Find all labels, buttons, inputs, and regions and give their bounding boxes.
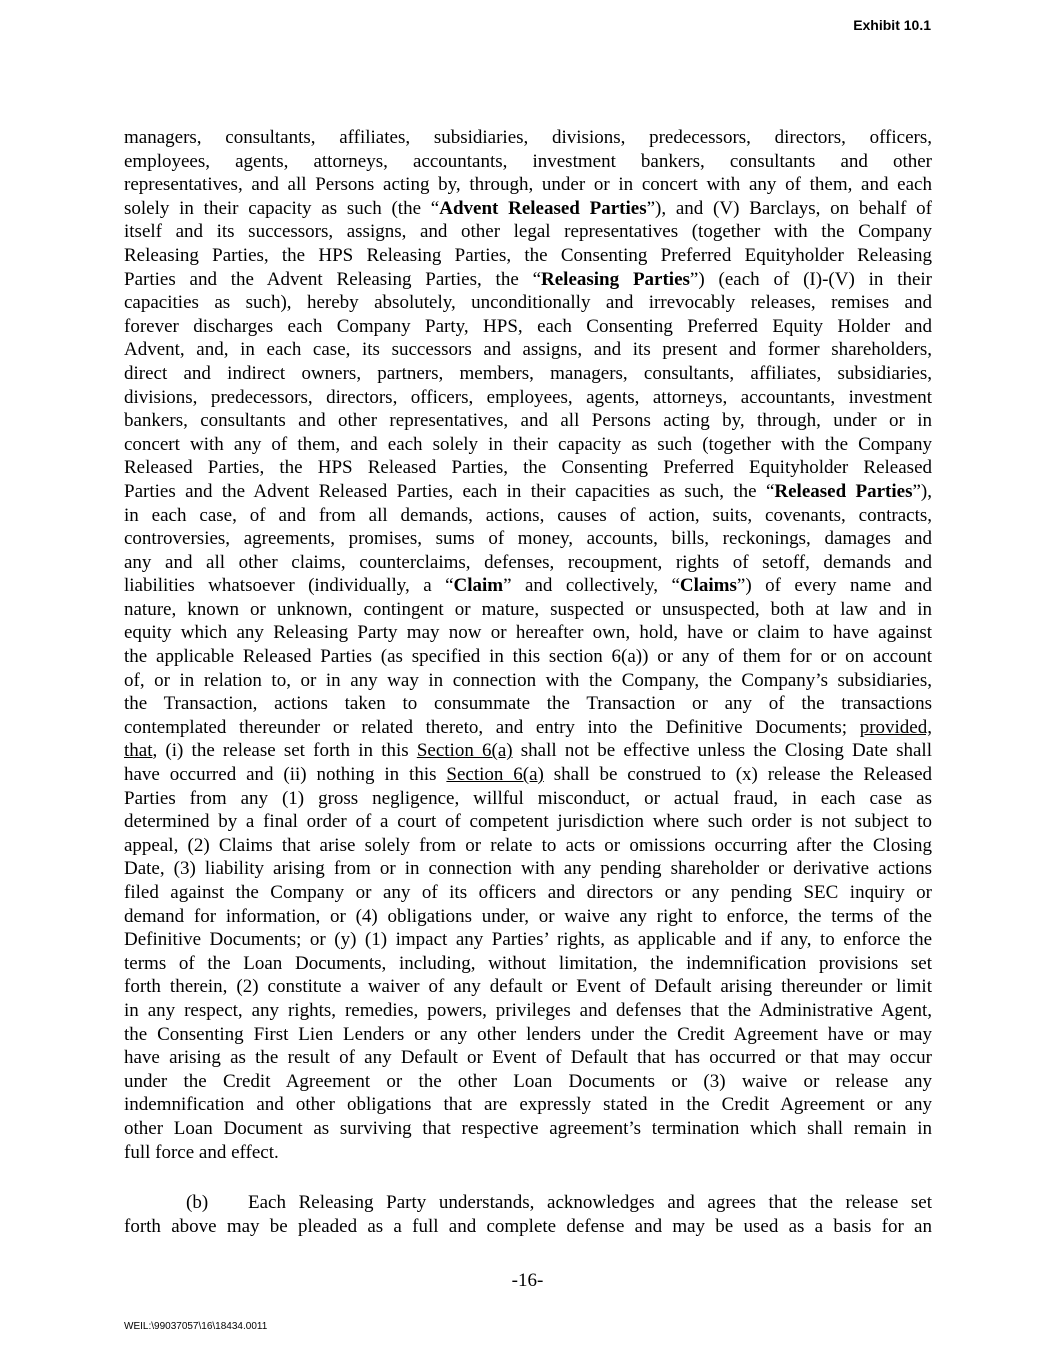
page-number: -16-: [511, 1270, 544, 1291]
body-text: any and all other claims, counterclaims, defenses, recoupment, rights of setoff, demands and: [124, 551, 932, 573]
body-text: shall not be effective unless the Closing Date shall: [512, 740, 932, 762]
body-text: concert with any of them, and each solely in their capacity as such (together with the Company: [124, 433, 932, 455]
body-text: bankers, consultants and other representatives, and all Persons acting by, through, under or in: [124, 410, 932, 432]
body-text: , (i) the release set forth in this: [152, 740, 417, 762]
defined-term: Claim: [453, 575, 504, 597]
body-line: [124, 504, 932, 528]
body-line: [124, 1117, 932, 1141]
body-line: [124, 386, 932, 410]
section-6b-line: forth above may be pleaded as a full and complete defense and may be used as a basis for an: [124, 1215, 932, 1237]
body-line: [124, 150, 932, 174]
body-text: representatives, and all Persons acting by, through, under or in concert with any of them, and each: [124, 174, 932, 196]
body-line: [124, 598, 932, 622]
body-text: ”), and (V) Barclays, on behalf of: [646, 197, 932, 219]
body-text: of, or in relation to, or in any way in connection with the Company, the Company’s subsidiaries,: [124, 669, 932, 691]
body-text: shall be construed to (x) release the Released: [543, 764, 933, 786]
exhibit-label: Exhibit 10.1: [853, 17, 931, 33]
body-text: nature, known or unknown, contingent or mature, suspected or unsuspected, both at law and in: [124, 598, 932, 620]
underlined-text: Section 6(a): [416, 740, 513, 762]
body-line: [124, 291, 932, 315]
body-line: [124, 739, 932, 763]
body-text: terms of the Loan Documents, including, without limitation, the indemnification provisions set: [124, 952, 932, 974]
body-line: [124, 1023, 932, 1047]
body-line: [124, 268, 932, 292]
body-text: in any respect, any rights, remedies, powers, privileges and defenses that the Administrative Agent,: [124, 999, 932, 1021]
body-text: forth therein, (2) constitute a waiver of any default or Event of Default arising thereunder or limit: [124, 976, 932, 998]
body-text: ”) of every name and: [736, 575, 932, 597]
body-text: in each case, of and from all demands, actions, causes of action, suits, covenants, contracts,: [124, 504, 932, 526]
body-text: solely in their capacity as such (the “: [124, 197, 440, 219]
section-6b-paragraph: [124, 1191, 932, 1238]
underlined-text: provided,: [859, 716, 932, 738]
body-line: [124, 952, 932, 976]
body-line: [124, 834, 932, 858]
body-text: have arising as the result of any Default or Event of Default that has occurred or that may occur: [124, 1047, 932, 1069]
body-text: the Consenting First Lien Lenders or any other lenders under the Credit Agreement have or may: [124, 1023, 932, 1045]
body-text: Date, (3) liability arising from or in connection with any pending shareholder or derivative actions: [124, 858, 932, 880]
body-line: [124, 527, 932, 551]
underlined-text: Section 6(a): [446, 764, 544, 786]
body-text: indemnification and other obligations that are expressly stated in the Credit Agreement or any: [124, 1094, 932, 1116]
body-line: [124, 905, 932, 929]
body-line: [124, 810, 932, 834]
body-line: [124, 621, 932, 645]
body-text: ”),: [912, 480, 933, 502]
body-text: the Transaction, actions taken to consummate the Transaction or any of the transactions: [124, 693, 932, 715]
body-text: Advent, and, in each case, its successors and assigns, and its present and former shareholders,: [124, 339, 932, 361]
body-line: [124, 999, 932, 1023]
body-line: [124, 126, 932, 150]
body-text: direct and indirect owners, partners, members, managers, consultants, affiliates, subsidiaries,: [124, 362, 932, 384]
body-text: ”) (each of (I)-(V) in their: [689, 268, 933, 290]
body-text: Released Parties, the HPS Released Parties, the Consenting Preferred Equityholder Released: [124, 457, 932, 479]
defined-term: Claims: [679, 575, 737, 597]
body-text: the applicable Released Parties (as specified in this section 6(a)) or any of them for or on account: [124, 646, 932, 668]
section-6b-line: [124, 1191, 932, 1215]
body-text: contemplated thereunder or related thereto, and entry into the Definitive Documents;: [124, 716, 860, 738]
body-line: [124, 857, 932, 881]
underlined-text: that: [124, 740, 153, 762]
body-text: equity which any Releasing Party may now or hereafter own, hold, have or claim to have against: [124, 622, 932, 644]
body-text: controversies, agreements, promises, sums of money, accounts, bills, reckonings, damages and: [124, 528, 932, 550]
body-line: [124, 574, 932, 598]
body-line: [124, 173, 932, 197]
defined-term: Advent Released Parties: [439, 197, 647, 219]
body-line: [124, 433, 932, 457]
body-text: full force and effect.: [124, 1141, 279, 1163]
body-text: forever discharges each Company Party, HPS, each Consenting Preferred Equity Holder and: [124, 315, 932, 337]
section-6b-text: Each Releasing Party understands, acknowledges and agrees that the release set: [248, 1192, 932, 1213]
body-text: have occurred and (ii) nothing in this: [124, 764, 447, 786]
body-line: [124, 220, 932, 244]
body-line: [124, 692, 932, 716]
section-6b-label: (b): [186, 1192, 209, 1213]
body-line: [124, 787, 932, 811]
body-line: [124, 480, 932, 504]
defined-term: Releasing Parties: [541, 268, 690, 290]
body-line: [124, 1093, 932, 1117]
body-text: managers, consultants, affiliates, subsidiaries, divisions, predecessors, directors, officers,: [124, 127, 932, 148]
defined-term: Released Parties: [774, 480, 913, 502]
body-line: [124, 551, 932, 575]
body-line: [124, 669, 932, 693]
body-line: [124, 645, 932, 669]
document-id: WEIL:\99037057\16\18434.0011: [124, 1321, 268, 1332]
body-line: [124, 197, 932, 221]
body-line: [124, 244, 932, 268]
body-line: [124, 1141, 932, 1165]
body-text: filed against the Company or any of its officers and directors or any pending SEC inquiry or: [124, 882, 932, 903]
body-text: under the Credit Agreement or the other Loan Documents or (3) waive or release any: [124, 1070, 932, 1092]
body-text: Parties and the Advent Released Parties, each in their capacities as such, the “: [124, 480, 775, 502]
body-text: Parties from any (1) gross negligence, willful misconduct, or actual fraud, in each case as: [124, 787, 932, 809]
body-text: other Loan Document as surviving that respective agreement’s termination which shall remain in: [124, 1117, 932, 1139]
body-line: [124, 716, 932, 740]
body-text: itself and its successors, assigns, and other legal representatives (together with the Company: [124, 221, 932, 243]
body-line: [124, 409, 932, 433]
body-text: capacities as such), hereby absolutely, unconditionally and irrevocably releases, remises and: [124, 292, 932, 314]
body-line: [124, 881, 932, 905]
body-text: Releasing Parties, the HPS Releasing Parties, the Consenting Preferred Equityholder Releasing: [124, 244, 932, 266]
body-line: [124, 975, 932, 999]
body-text: appeal, (2) Claims that arise solely from or relate to acts or omissions occurring after the Closing: [124, 834, 932, 856]
body-line: [124, 456, 932, 480]
body-line: [124, 928, 932, 952]
body-text: ” and collectively, “: [503, 575, 680, 597]
body-line: [124, 1070, 932, 1094]
body-text: demand for information, or (4) obligations under, or waive any right to enforce, the terms of the: [124, 905, 932, 927]
body-line: [124, 1046, 932, 1070]
body-line: [124, 338, 932, 362]
body-text: Parties and the Advent Releasing Parties, the “: [124, 268, 542, 290]
body-line: [124, 362, 932, 386]
body-text: employees, agents, attorneys, accountants, investment bankers, consultants and other: [124, 150, 932, 172]
body-text: determined by a final order of a court of competent jurisdiction where such order is not subject to: [124, 811, 932, 833]
section-6a-body: [124, 126, 932, 1164]
body-line: [124, 315, 932, 339]
body-text: Definitive Documents; or (y) (1) impact any Parties’ rights, as applicable and if any, to enforce the: [124, 929, 932, 951]
body-text: liabilities whatsoever (individually, a “: [124, 575, 454, 597]
body-text: divisions, predecessors, directors, officers, employees, agents, attorneys, accountants, investment: [124, 386, 932, 408]
body-line: [124, 763, 932, 787]
